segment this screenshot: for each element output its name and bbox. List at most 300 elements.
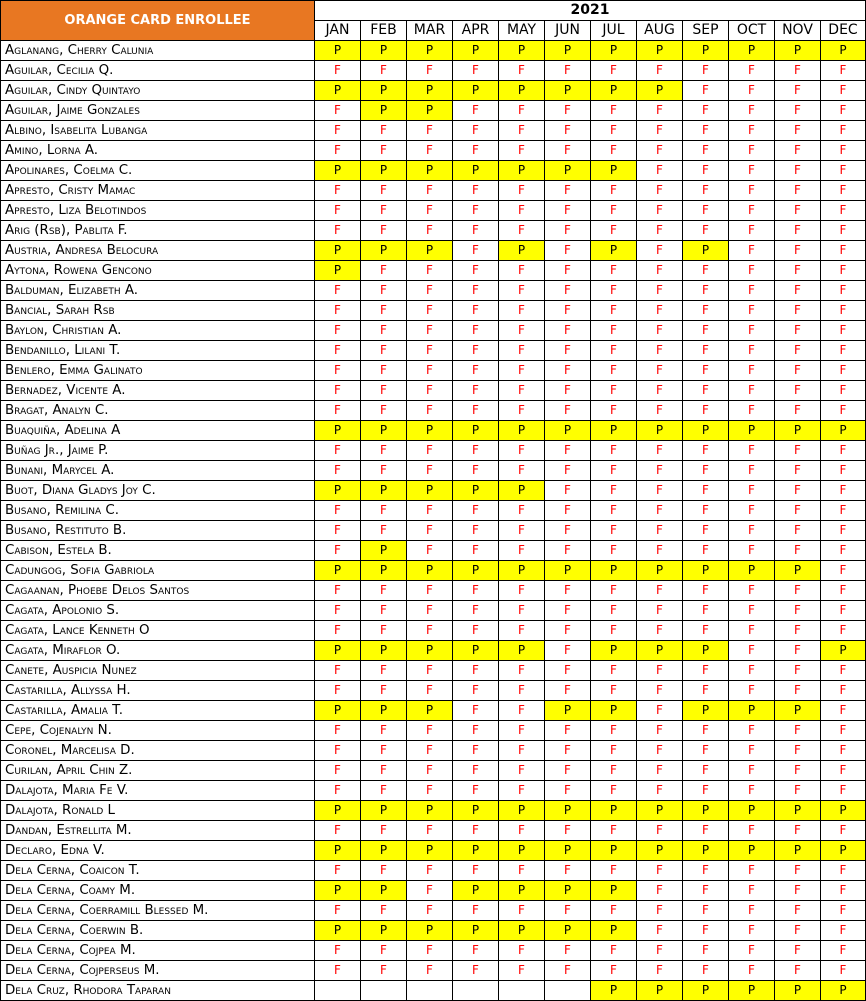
month-header-sep[interactable]: SEP	[683, 21, 729, 41]
status-cell-sep[interactable]: F	[683, 101, 729, 121]
status-cell-may[interactable]: F	[499, 501, 545, 521]
status-cell-aug[interactable]: F	[637, 201, 683, 221]
status-cell-may[interactable]: F	[499, 61, 545, 81]
status-cell-sep[interactable]: F	[683, 341, 729, 361]
status-cell-nov[interactable]: F	[775, 261, 821, 281]
status-cell-feb[interactable]: P	[361, 641, 407, 661]
status-cell-aug[interactable]: F	[637, 361, 683, 381]
status-cell-jan[interactable]: F	[315, 361, 361, 381]
status-cell-feb[interactable]: F	[361, 341, 407, 361]
enrollee-name-cell[interactable]: Canete, Auspicia Nunez	[1, 661, 315, 681]
status-cell-apr[interactable]: F	[453, 721, 499, 741]
status-cell-oct[interactable]: F	[729, 441, 775, 461]
status-cell-feb[interactable]: F	[361, 121, 407, 141]
status-cell-feb[interactable]: P	[361, 41, 407, 61]
status-cell-nov[interactable]: F	[775, 861, 821, 881]
status-cell-sep[interactable]: F	[683, 721, 729, 741]
enrollee-name-cell[interactable]: Aguilar, Cindy Quintayo	[1, 81, 315, 101]
status-cell-aug[interactable]: F	[637, 481, 683, 501]
status-cell-oct[interactable]: F	[729, 401, 775, 421]
status-cell-feb[interactable]: F	[361, 821, 407, 841]
status-cell-aug[interactable]: F	[637, 941, 683, 961]
status-cell-sep[interactable]: F	[683, 201, 729, 221]
status-cell-aug[interactable]: F	[637, 921, 683, 941]
status-cell-jun[interactable]: F	[545, 381, 591, 401]
status-cell-jul[interactable]: F	[591, 901, 637, 921]
status-cell-jan[interactable]: F	[315, 181, 361, 201]
status-cell-nov[interactable]: P	[775, 41, 821, 61]
status-cell-feb[interactable]: F	[361, 441, 407, 461]
status-cell-dec[interactable]: F	[821, 701, 866, 721]
status-cell-sep[interactable]: F	[683, 921, 729, 941]
month-header-jan[interactable]: JAN	[315, 21, 361, 41]
status-cell-jun[interactable]: P	[545, 421, 591, 441]
status-cell-apr[interactable]: P	[453, 921, 499, 941]
status-cell-jul[interactable]: P	[591, 981, 637, 1001]
status-cell-jan[interactable]: F	[315, 781, 361, 801]
status-cell-nov[interactable]: F	[775, 361, 821, 381]
status-cell-jun[interactable]: F	[545, 521, 591, 541]
status-cell-aug[interactable]: F	[637, 221, 683, 241]
status-cell-dec[interactable]: F	[821, 581, 866, 601]
status-cell-dec[interactable]: F	[821, 461, 866, 481]
status-cell-feb[interactable]: F	[361, 861, 407, 881]
status-cell-oct[interactable]: F	[729, 201, 775, 221]
status-cell-mar[interactable]: F	[407, 521, 453, 541]
status-cell-jun[interactable]: P	[545, 161, 591, 181]
status-cell-apr[interactable]: F	[453, 381, 499, 401]
status-cell-nov[interactable]: F	[775, 881, 821, 901]
status-cell-aug[interactable]: F	[637, 681, 683, 701]
status-cell-apr[interactable]: P	[453, 841, 499, 861]
status-cell-sep[interactable]: F	[683, 121, 729, 141]
status-cell-jan[interactable]: F	[315, 741, 361, 761]
status-cell-oct[interactable]: F	[729, 721, 775, 741]
status-cell-sep[interactable]: F	[683, 901, 729, 921]
status-cell-may[interactable]: P	[499, 881, 545, 901]
status-cell-apr[interactable]: P	[453, 881, 499, 901]
status-cell-dec[interactable]: F	[821, 341, 866, 361]
status-cell-jul[interactable]: F	[591, 481, 637, 501]
status-cell-oct[interactable]: F	[729, 521, 775, 541]
enrollee-name-cell[interactable]: Aglanang, Cherry Calunia	[1, 41, 315, 61]
status-cell-nov[interactable]: F	[775, 461, 821, 481]
status-cell-mar[interactable]: F	[407, 381, 453, 401]
status-cell-apr[interactable]: F	[453, 241, 499, 261]
status-cell-may[interactable]: F	[499, 121, 545, 141]
status-cell-oct[interactable]: F	[729, 61, 775, 81]
status-cell-feb[interactable]: F	[361, 961, 407, 981]
status-cell-mar[interactable]: P	[407, 481, 453, 501]
status-cell-feb[interactable]: F	[361, 901, 407, 921]
status-cell-oct[interactable]: F	[729, 581, 775, 601]
status-cell-dec[interactable]: F	[821, 61, 866, 81]
status-cell-nov[interactable]: P	[775, 981, 821, 1001]
status-cell-jan[interactable]: F	[315, 501, 361, 521]
status-cell-mar[interactable]: F	[407, 121, 453, 141]
status-cell-feb[interactable]: P	[361, 701, 407, 721]
status-cell-dec[interactable]: F	[821, 181, 866, 201]
status-cell-dec[interactable]: F	[821, 761, 866, 781]
status-cell-may[interactable]: P	[499, 561, 545, 581]
status-cell-aug[interactable]: F	[637, 161, 683, 181]
status-cell-oct[interactable]: F	[729, 741, 775, 761]
status-cell-nov[interactable]: F	[775, 221, 821, 241]
enrollee-name-cell[interactable]: Dandan, Estrellita M.	[1, 821, 315, 841]
status-cell-nov[interactable]: F	[775, 541, 821, 561]
status-cell-feb[interactable]: P	[361, 81, 407, 101]
status-cell-sep[interactable]: F	[683, 621, 729, 641]
status-cell-jun[interactable]: P	[545, 921, 591, 941]
status-cell-sep[interactable]: F	[683, 741, 729, 761]
status-cell-aug[interactable]: P	[637, 41, 683, 61]
status-cell-nov[interactable]: F	[775, 81, 821, 101]
year-header[interactable]: 2021	[315, 1, 866, 21]
status-cell-nov[interactable]: F	[775, 101, 821, 121]
status-cell-may[interactable]: F	[499, 201, 545, 221]
status-cell-jun[interactable]: F	[545, 201, 591, 221]
status-cell-feb[interactable]: P	[361, 481, 407, 501]
status-cell-apr[interactable]: F	[453, 541, 499, 561]
enrollee-name-cell[interactable]: Cabison, Estela B.	[1, 541, 315, 561]
status-cell-aug[interactable]: F	[637, 701, 683, 721]
status-cell-aug[interactable]: P	[637, 981, 683, 1001]
status-cell-dec[interactable]: F	[821, 541, 866, 561]
status-cell-apr[interactable]: P	[453, 641, 499, 661]
status-cell-jan[interactable]: P	[315, 641, 361, 661]
status-cell-oct[interactable]: F	[729, 121, 775, 141]
status-cell-apr[interactable]: F	[453, 301, 499, 321]
status-cell-jul[interactable]: F	[591, 821, 637, 841]
enrollee-name-cell[interactable]: Cagata, Lance Kenneth O	[1, 621, 315, 641]
status-cell-apr[interactable]: F	[453, 121, 499, 141]
status-cell-feb[interactable]: F	[361, 581, 407, 601]
status-cell-apr[interactable]: P	[453, 41, 499, 61]
status-cell-feb[interactable]: P	[361, 881, 407, 901]
status-cell-oct[interactable]: F	[729, 461, 775, 481]
enrollee-name-cell[interactable]: Bernadez, Vicente A.	[1, 381, 315, 401]
status-cell-nov[interactable]: P	[775, 701, 821, 721]
status-cell-mar[interactable]: P	[407, 841, 453, 861]
status-cell-aug[interactable]: F	[637, 241, 683, 261]
status-cell-apr[interactable]: P	[453, 801, 499, 821]
status-cell-aug[interactable]: F	[637, 341, 683, 361]
status-cell-dec[interactable]: F	[821, 661, 866, 681]
status-cell-oct[interactable]: F	[729, 861, 775, 881]
enrollee-name-cell[interactable]: Dalajota, Ronald L	[1, 801, 315, 821]
status-cell-dec[interactable]: P	[821, 41, 866, 61]
status-cell-sep[interactable]: F	[683, 321, 729, 341]
enrollee-name-cell[interactable]: Buñag Jr., Jaime P.	[1, 441, 315, 461]
status-cell-jun[interactable]: F	[545, 661, 591, 681]
status-cell-aug[interactable]: F	[637, 501, 683, 521]
status-cell-feb[interactable]: F	[361, 401, 407, 421]
status-cell-sep[interactable]: P	[683, 981, 729, 1001]
status-cell-mar[interactable]: P	[407, 801, 453, 821]
enrollee-name-cell[interactable]: Castarilla, Amalia T.	[1, 701, 315, 721]
status-cell-aug[interactable]: F	[637, 141, 683, 161]
status-cell-jul[interactable]: F	[591, 101, 637, 121]
status-cell-aug[interactable]: P	[637, 81, 683, 101]
status-cell-mar[interactable]: F	[407, 621, 453, 641]
status-cell-nov[interactable]: P	[775, 841, 821, 861]
status-cell-jan[interactable]: F	[315, 141, 361, 161]
status-cell-oct[interactable]: F	[729, 261, 775, 281]
status-cell-oct[interactable]: F	[729, 601, 775, 621]
status-cell-sep[interactable]: F	[683, 681, 729, 701]
status-cell-jul[interactable]: F	[591, 761, 637, 781]
status-cell-oct[interactable]: F	[729, 481, 775, 501]
status-cell-feb[interactable]: F	[361, 381, 407, 401]
status-cell-mar[interactable]: P	[407, 561, 453, 581]
status-cell-jun[interactable]: F	[545, 221, 591, 241]
status-cell-sep[interactable]: F	[683, 441, 729, 461]
status-cell-nov[interactable]: F	[775, 241, 821, 261]
status-cell-aug[interactable]: F	[637, 861, 683, 881]
month-header-dec[interactable]: DEC	[821, 21, 866, 41]
status-cell-dec[interactable]: P	[821, 641, 866, 661]
status-cell-sep[interactable]: F	[683, 281, 729, 301]
status-cell-feb[interactable]: F	[361, 741, 407, 761]
status-cell-aug[interactable]: F	[637, 881, 683, 901]
month-header-feb[interactable]: FEB	[361, 21, 407, 41]
status-cell-jul[interactable]: F	[591, 501, 637, 521]
status-cell-dec[interactable]: F	[821, 921, 866, 941]
enrollee-name-cell[interactable]: Declaro, Edna V.	[1, 841, 315, 861]
status-cell-apr[interactable]: F	[453, 141, 499, 161]
status-cell-oct[interactable]: F	[729, 301, 775, 321]
month-header-jun[interactable]: JUN	[545, 21, 591, 41]
status-cell-sep[interactable]: P	[683, 421, 729, 441]
enrollee-name-cell[interactable]: Dela Cerna, Coerwin B.	[1, 921, 315, 941]
status-cell-jan[interactable]: F	[315, 961, 361, 981]
enrollee-name-cell[interactable]: Curilan, April Chin Z.	[1, 761, 315, 781]
status-cell-jul[interactable]: F	[591, 941, 637, 961]
status-cell-mar[interactable]: F	[407, 721, 453, 741]
status-cell-nov[interactable]: F	[775, 781, 821, 801]
status-cell-sep[interactable]: F	[683, 361, 729, 381]
status-cell-aug[interactable]: F	[637, 761, 683, 781]
status-cell-dec[interactable]: F	[821, 821, 866, 841]
status-cell-jan[interactable]: P	[315, 921, 361, 941]
status-cell-aug[interactable]: F	[637, 661, 683, 681]
status-cell-jul[interactable]: P	[591, 701, 637, 721]
status-cell-oct[interactable]: F	[729, 361, 775, 381]
status-cell-nov[interactable]: F	[775, 441, 821, 461]
status-cell-jun[interactable]: P	[545, 701, 591, 721]
status-cell-feb[interactable]: F	[361, 681, 407, 701]
status-cell-apr[interactable]: F	[453, 621, 499, 641]
status-cell-oct[interactable]: F	[729, 661, 775, 681]
status-cell-oct[interactable]: F	[729, 221, 775, 241]
status-cell-jun[interactable]: F	[545, 141, 591, 161]
status-cell-oct[interactable]: F	[729, 921, 775, 941]
status-cell-jun[interactable]: F	[545, 61, 591, 81]
status-cell-mar[interactable]: F	[407, 441, 453, 461]
status-cell-jun[interactable]: P	[545, 81, 591, 101]
status-cell-feb[interactable]: P	[361, 801, 407, 821]
status-cell-may[interactable]: P	[499, 81, 545, 101]
status-cell-jan[interactable]: F	[315, 401, 361, 421]
status-cell-mar[interactable]: P	[407, 101, 453, 121]
status-cell-jun[interactable]: F	[545, 621, 591, 641]
status-cell-jul[interactable]: P	[591, 881, 637, 901]
status-cell-mar[interactable]: F	[407, 761, 453, 781]
status-cell-jul[interactable]: F	[591, 61, 637, 81]
status-cell-oct[interactable]: F	[729, 941, 775, 961]
status-cell-mar[interactable]: F	[407, 681, 453, 701]
status-cell-nov[interactable]: F	[775, 301, 821, 321]
enrollee-name-cell[interactable]: Dalajota, Maria Fe V.	[1, 781, 315, 801]
status-cell-oct[interactable]: P	[729, 801, 775, 821]
status-cell-nov[interactable]: F	[775, 61, 821, 81]
status-cell-dec[interactable]: P	[821, 801, 866, 821]
status-cell-nov[interactable]: F	[775, 161, 821, 181]
status-cell-jan[interactable]: P	[315, 481, 361, 501]
status-cell-jul[interactable]: F	[591, 181, 637, 201]
status-cell-mar[interactable]: F	[407, 741, 453, 761]
month-header-aug[interactable]: AUG	[637, 21, 683, 41]
enrollee-name-cell[interactable]: Aguilar, Jaime Gonzales	[1, 101, 315, 121]
status-cell-mar[interactable]: F	[407, 861, 453, 881]
status-cell-may[interactable]: F	[499, 901, 545, 921]
status-cell-sep[interactable]: P	[683, 561, 729, 581]
status-cell-oct[interactable]: F	[729, 281, 775, 301]
status-cell-jan[interactable]: P	[315, 801, 361, 821]
status-cell-nov[interactable]: F	[775, 141, 821, 161]
status-cell-oct[interactable]: F	[729, 901, 775, 921]
status-cell-aug[interactable]: F	[637, 621, 683, 641]
status-cell-may[interactable]: F	[499, 361, 545, 381]
status-cell-nov[interactable]: F	[775, 901, 821, 921]
status-cell-may[interactable]: F	[499, 601, 545, 621]
status-cell-jul[interactable]: P	[591, 421, 637, 441]
status-cell-sep[interactable]: F	[683, 141, 729, 161]
status-cell-jan[interactable]: P	[315, 81, 361, 101]
month-header-oct[interactable]: OCT	[729, 21, 775, 41]
status-cell-sep[interactable]: F	[683, 181, 729, 201]
status-cell-may[interactable]: F	[499, 701, 545, 721]
status-cell-feb[interactable]: F	[361, 521, 407, 541]
status-cell-sep[interactable]: F	[683, 961, 729, 981]
status-cell-mar[interactable]: F	[407, 141, 453, 161]
status-cell-mar[interactable]: F	[407, 401, 453, 421]
status-cell-may[interactable]: F	[499, 581, 545, 601]
status-cell-may[interactable]: F	[499, 941, 545, 961]
status-cell-dec[interactable]: F	[821, 161, 866, 181]
status-cell-may[interactable]: P	[499, 801, 545, 821]
status-cell-aug[interactable]: F	[637, 301, 683, 321]
enrollee-name-cell[interactable]: Apresto, Liza Belotindos	[1, 201, 315, 221]
status-cell-jun[interactable]: P	[545, 41, 591, 61]
status-cell-aug[interactable]: P	[637, 641, 683, 661]
status-cell-apr[interactable]: F	[453, 961, 499, 981]
status-cell-may[interactable]: P	[499, 641, 545, 661]
status-cell-jan[interactable]: F	[315, 521, 361, 541]
status-cell-sep[interactable]: P	[683, 41, 729, 61]
status-cell-jun[interactable]: P	[545, 841, 591, 861]
enrollee-name-cell[interactable]: Baylon, Christian A.	[1, 321, 315, 341]
enrollee-name-cell[interactable]: Albino, Isabelita Lubanga	[1, 121, 315, 141]
status-cell-aug[interactable]: P	[637, 561, 683, 581]
status-cell-dec[interactable]: F	[821, 361, 866, 381]
status-cell-mar[interactable]: F	[407, 181, 453, 201]
status-cell-jul[interactable]: F	[591, 301, 637, 321]
status-cell-nov[interactable]: F	[775, 741, 821, 761]
status-cell-jan[interactable]: P	[315, 41, 361, 61]
status-cell-oct[interactable]: P	[729, 561, 775, 581]
status-cell-mar[interactable]: P	[407, 421, 453, 441]
status-cell-apr[interactable]: F	[453, 361, 499, 381]
status-cell-jun[interactable]: F	[545, 281, 591, 301]
status-cell-mar[interactable]: F	[407, 221, 453, 241]
status-cell-jan[interactable]: F	[315, 301, 361, 321]
status-cell-apr[interactable]: F	[453, 681, 499, 701]
status-cell-jul[interactable]: P	[591, 921, 637, 941]
status-cell-nov[interactable]: F	[775, 681, 821, 701]
status-cell-may[interactable]: F	[499, 961, 545, 981]
status-cell-may[interactable]: F	[499, 181, 545, 201]
status-cell-apr[interactable]: F	[453, 401, 499, 421]
status-cell-nov[interactable]: F	[775, 341, 821, 361]
status-cell-jan[interactable]: F	[315, 221, 361, 241]
status-cell-apr[interactable]: F	[453, 941, 499, 961]
status-cell-feb[interactable]: F	[361, 501, 407, 521]
status-cell-jul[interactable]: F	[591, 861, 637, 881]
status-cell-jul[interactable]: F	[591, 141, 637, 161]
enrollee-name-cell[interactable]: Austria, Andresa Belocura	[1, 241, 315, 261]
status-cell-aug[interactable]: F	[637, 381, 683, 401]
status-cell-jan[interactable]: F	[315, 901, 361, 921]
status-cell-jun[interactable]: P	[545, 561, 591, 581]
status-cell-dec[interactable]: F	[821, 901, 866, 921]
status-cell-jan[interactable]: P	[315, 841, 361, 861]
status-cell-sep[interactable]: F	[683, 61, 729, 81]
status-cell-jan[interactable]: F	[315, 381, 361, 401]
status-cell-apr[interactable]: F	[453, 741, 499, 761]
status-cell-apr[interactable]: F	[453, 261, 499, 281]
status-cell-feb[interactable]: F	[361, 301, 407, 321]
status-cell-jan[interactable]: P	[315, 421, 361, 441]
status-cell-sep[interactable]: F	[683, 881, 729, 901]
status-cell-sep[interactable]: P	[683, 801, 729, 821]
status-cell-feb[interactable]: P	[361, 421, 407, 441]
enrollee-name-cell[interactable]: Aguilar, Cecilia Q.	[1, 61, 315, 81]
status-cell-nov[interactable]: F	[775, 581, 821, 601]
status-cell-may[interactable]: F	[499, 401, 545, 421]
status-cell-sep[interactable]: F	[683, 81, 729, 101]
status-cell-sep[interactable]: F	[683, 301, 729, 321]
status-cell-may[interactable]: F	[499, 441, 545, 461]
status-cell-mar[interactable]: P	[407, 641, 453, 661]
enrollee-name-cell[interactable]: Cagaanan, Phoebe Delos Santos	[1, 581, 315, 601]
status-cell-aug[interactable]: F	[637, 961, 683, 981]
status-cell-jun[interactable]: F	[545, 541, 591, 561]
status-cell-dec[interactable]: F	[821, 301, 866, 321]
status-cell-feb[interactable]: P	[361, 241, 407, 261]
enrollee-name-cell[interactable]: Dela Cerna, Coaicon T.	[1, 861, 315, 881]
status-cell-jun[interactable]	[545, 981, 591, 1001]
enrollee-name-cell[interactable]: Dela Cerna, Cojpea M.	[1, 941, 315, 961]
status-cell-dec[interactable]: F	[821, 521, 866, 541]
status-cell-oct[interactable]: F	[729, 321, 775, 341]
status-cell-dec[interactable]: F	[821, 781, 866, 801]
status-cell-feb[interactable]: P	[361, 841, 407, 861]
status-cell-jun[interactable]: F	[545, 761, 591, 781]
status-cell-jul[interactable]: P	[591, 801, 637, 821]
status-cell-aug[interactable]: F	[637, 821, 683, 841]
status-cell-may[interactable]: F	[499, 781, 545, 801]
